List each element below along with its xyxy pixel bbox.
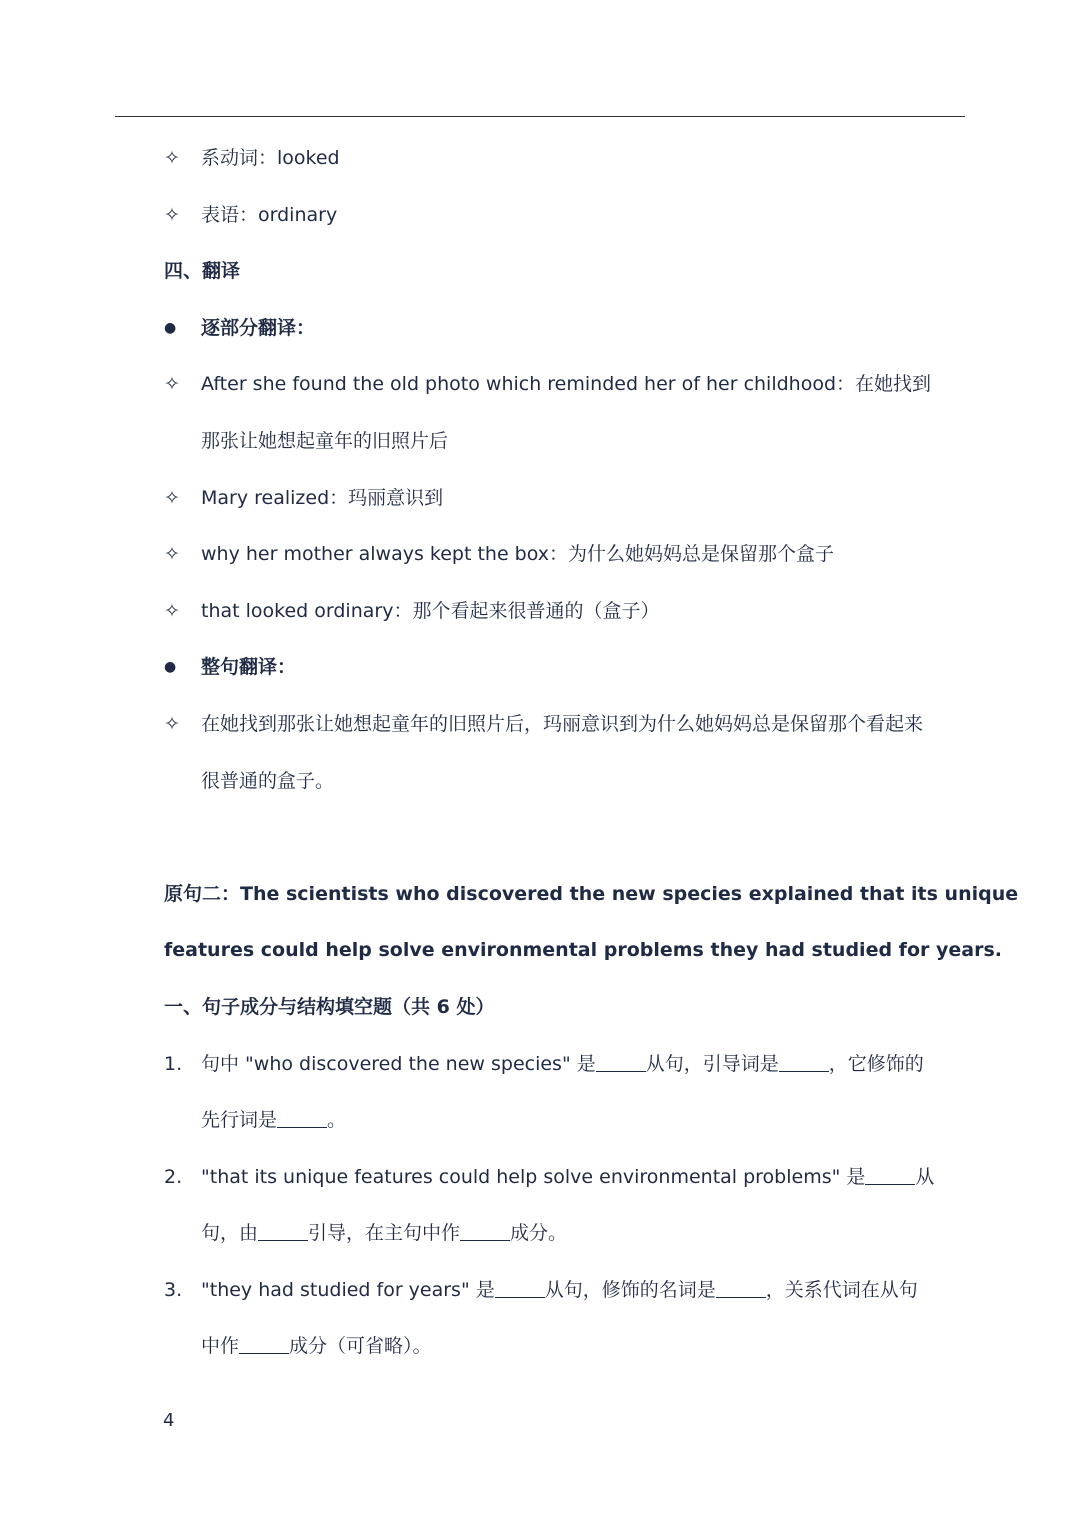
bullet-icon: ● <box>164 659 177 676</box>
question-3: 3. "they had studied for years" 是 从句，修饰的名词是 ，关系代词在从句 <box>164 1262 924 1319</box>
question-1: 1. 句中 "who discovered the new species" 是 从句，引导词是 ，它修饰的 <box>164 1036 924 1093</box>
question-number: 1. <box>164 1052 183 1075</box>
question-2-continuation: 句，由 引导，在主句中作 成分。 <box>201 1222 568 1245</box>
partial-item: ✧ that looked ordinary：那个看起来很普通的（盒子） <box>164 583 924 640</box>
header-rule <box>115 116 965 117</box>
item-predicative: ✧ 表语：ordinary <box>164 187 924 244</box>
partial-item: ✧ After she found the old photo which reminded her of her childhood：在她找到 <box>164 356 924 413</box>
bullet-partial-translation: ● 逐部分翻译： <box>164 300 924 357</box>
question-number: 3. <box>164 1278 183 1301</box>
answer-blank[interactable] <box>277 1109 327 1128</box>
heading-translation: 四、翻译 <box>164 260 241 283</box>
answer-blank[interactable] <box>865 1166 915 1185</box>
question-1-continuation: 先行词是 。 <box>201 1109 347 1132</box>
diamond-icon: ✧ <box>164 373 180 396</box>
document-body <box>164 130 1019 1375</box>
answer-blank[interactable] <box>779 1053 829 1072</box>
original-sentence-two-continuation: features could help solve environmental problems they had studied for years. <box>164 939 1002 962</box>
whole-translation-continuation: 很普通的盒子。 <box>201 769 335 792</box>
whole-translation: ✧ 在她找到那张让她想起童年的旧照片后，玛丽意识到为什么她妈妈总是保留那个看起来 <box>164 696 924 753</box>
answer-blank[interactable] <box>239 1335 289 1354</box>
partial-item: ✧ why her mother always kept the box：为什么她妈妈总是保留那个盒子 <box>164 526 924 583</box>
partial-item-continuation: 那张让她想起童年的旧照片后 <box>201 429 449 452</box>
item-linking-verb: ✧ 系动词：looked <box>164 130 924 187</box>
question-2: 2. "that its unique features could help solve environmental problems" 是 从 <box>164 1149 924 1206</box>
answer-blank[interactable] <box>460 1222 510 1241</box>
question-3-continuation: 中作 成分（可省略）。 <box>201 1335 432 1358</box>
diamond-icon: ✧ <box>164 203 180 226</box>
answer-blank[interactable] <box>495 1279 545 1298</box>
diamond-icon: ✧ <box>164 543 180 566</box>
answer-blank[interactable] <box>258 1222 308 1241</box>
diamond-icon: ✧ <box>164 486 180 509</box>
answer-blank[interactable] <box>716 1279 766 1298</box>
answer-blank[interactable] <box>596 1053 646 1072</box>
question-number: 2. <box>164 1165 183 1188</box>
bullet-whole-translation: ● 整句翻译： <box>164 639 924 696</box>
partial-item: ✧ Mary realized：玛丽意识到 <box>164 470 924 527</box>
diamond-icon: ✧ <box>164 599 180 622</box>
bullet-icon: ● <box>164 319 177 336</box>
page-number: 4 <box>163 1410 175 1431</box>
diamond-icon: ✧ <box>164 147 180 169</box>
exercise-heading: 一、句子成分与结构填空题（共 6 处） <box>164 995 495 1018</box>
diamond-icon: ✧ <box>164 712 180 735</box>
original-sentence-two: 原句二：The scientists who discovered the new species explained that its unique <box>164 882 1019 905</box>
